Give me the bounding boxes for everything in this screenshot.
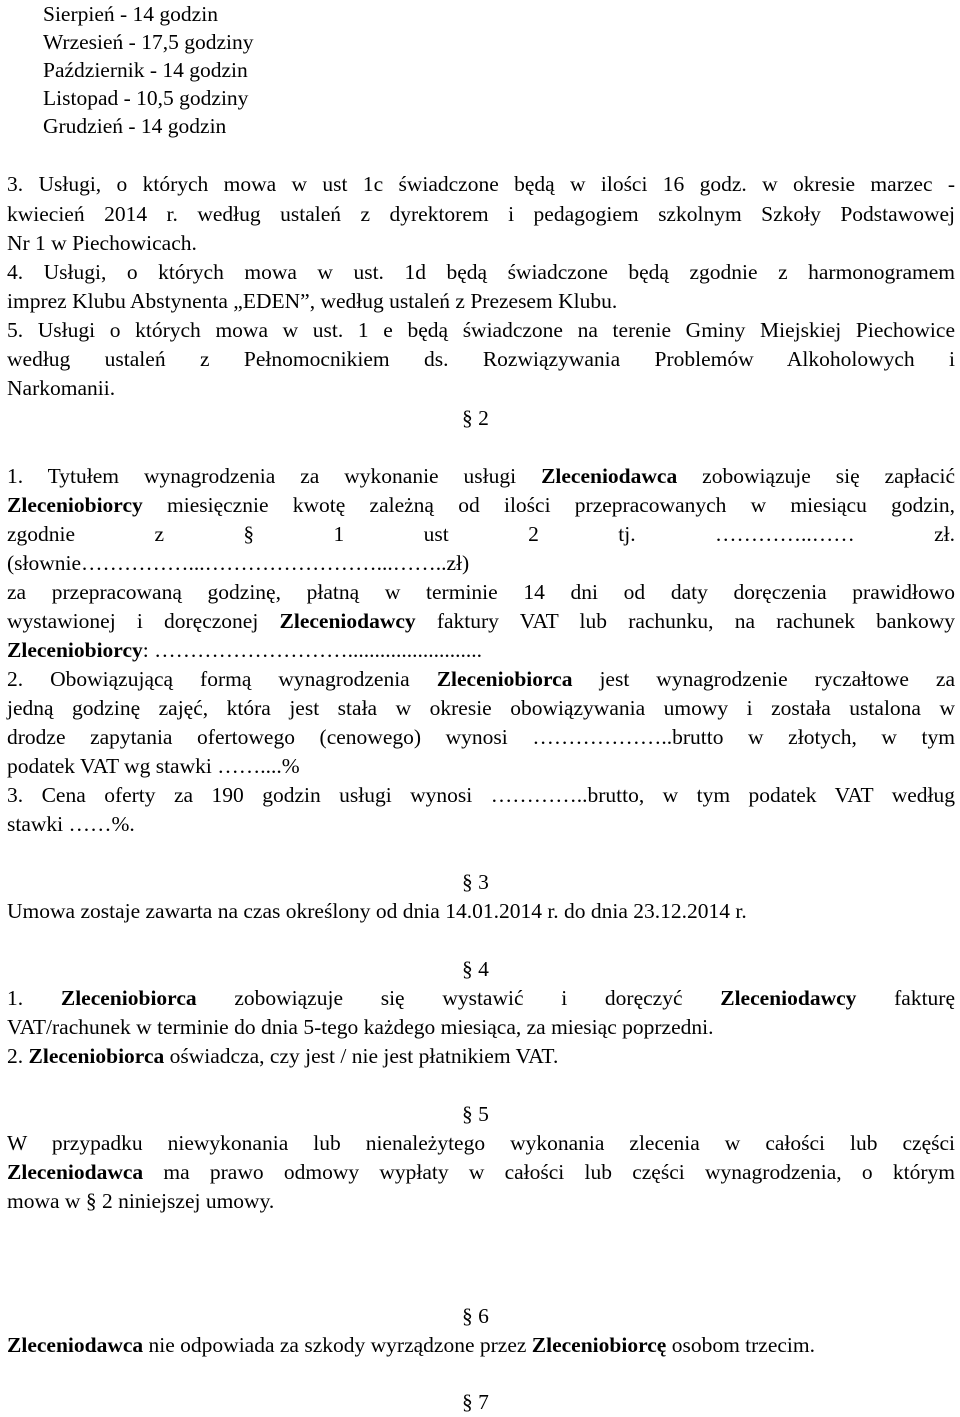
month-line: Listopad - 10,5 godziny (43, 86, 249, 110)
month-line: Wrzesień - 17,5 godziny (43, 30, 254, 54)
paragraph-line: za przepracowaną godzinę, płatną w terminie 14 dni od daty doręczenia prawidłowo (7, 580, 955, 604)
paragraph-line: stawki ……%. (7, 812, 135, 836)
section-heading: § 2 (462, 406, 489, 430)
paragraph-line: Zleceniobiorcy miesięcznie kwotę zależną od ilości przepracowanych w miesiącu godzin, (7, 493, 955, 517)
section-heading: § 5 (462, 1102, 489, 1126)
paragraph-line: 2. Obowiązującą formą wynagrodzenia Zleceniobiorca jest wynagrodzenie ryczałtowe za (7, 667, 955, 691)
clause-5-line: według ustaleń z Pełnomocnikiem ds. Rozwiązywania Problemów Alkoholowych i (7, 347, 955, 371)
amount-line: zgodnie z § 1 ust 2 tj. …………..…… zł. (7, 522, 955, 546)
amount-words-line: (słownie……………...……………………...……..zł) (7, 551, 470, 575)
paragraph-line: Zleceniobiorcy: ………………………......................... (7, 638, 482, 662)
paragraph-line: Zleceniodawca ma prawo odmowy wypłaty w całości lub części wynagrodzenia, o którym (7, 1160, 955, 1184)
paragraph-line: Umowa zostaje zawarta na czas określony od dnia 14.01.2014 r. do dnia 23.12.2014 r. (7, 899, 747, 923)
paragraph-line: podatek VAT wg stawki ……....% (7, 754, 300, 778)
section-heading: § 4 (462, 957, 489, 981)
clause-4-line: 4. Usługi, o których mowa w ust. 1d będą świadczone będą zgodnie z harmonogramem (7, 260, 955, 284)
paragraph-line: mowa w § 2 niniejszej umowy. (7, 1189, 275, 1213)
month-line: Grudzień - 14 godzin (43, 114, 227, 138)
clause-4-line: imprez Klubu Abstynenta „EDEN”, według ustaleń z Prezesem Klubu. (7, 289, 618, 313)
paragraph-line: 1. Tytułem wynagrodzenia za wykonanie usługi Zleceniodawca zobowiązuje się zapłacić (7, 464, 955, 488)
month-line: Październik - 14 godzin (43, 58, 248, 82)
month-line: Sierpień - 14 godzin (43, 2, 218, 26)
paragraph-line: W przypadku niewykonania lub nienależytego wykonania zlecenia w całości lub części (7, 1131, 955, 1155)
section-heading: § 7 (462, 1390, 489, 1414)
section-heading: § 3 (462, 870, 489, 894)
section-heading: § 6 (462, 1304, 489, 1328)
paragraph-line: jedną godzinę zajęć, która jest stała w okresie obowiązywania umowy i została ustalona w (7, 696, 955, 720)
paragraph-line: VAT/rachunek w terminie do dnia 5-tego każdego miesiąca, za miesiąc poprzedni. (7, 1015, 714, 1039)
paragraph-line: 1. Zleceniobiorca zobowiązuje się wystawić i doręczyć Zleceniodawcy fakturę (7, 986, 955, 1010)
paragraph-line: 3. Cena oferty za 190 godzin usługi wynosi …………..brutto, w tym podatek VAT według (7, 783, 955, 807)
clause-5-line: Narkomanii. (7, 376, 116, 400)
clause-3-line: Nr 1 w Piechowicach. (7, 231, 197, 255)
paragraph-line: drodze zapytania ofertowego (cenowego) wynosi ………………..brutto w złotych, w tym (7, 725, 955, 749)
clause-5-line: 5. Usługi o których mowa w ust. 1 e będą świadczone na terenie Gminy Miejskiej Piechowice (7, 318, 955, 342)
paragraph-line: 2. Zleceniobiorca oświadcza, czy jest / nie jest płatnikiem VAT. (7, 1044, 559, 1068)
paragraph-line: wystawionej i doręczonej Zleceniodawcy faktury VAT lub rachunku, na rachunek bankowy (7, 609, 955, 633)
clause-3-line: kwiecień 2014 r. według ustaleń z dyrektorem i pedagogiem szkolnym Szkoły Podstawowej (7, 202, 955, 226)
paragraph-line: Zleceniodawca nie odpowiada za szkody wyrządzone przez Zleceniobiorcę osobom trzecim. (7, 1333, 816, 1357)
clause-3-line: 3. Usługi, o których mowa w ust 1c świadczone będą w ilości 16 godz. w okresie marzec - (7, 172, 955, 196)
